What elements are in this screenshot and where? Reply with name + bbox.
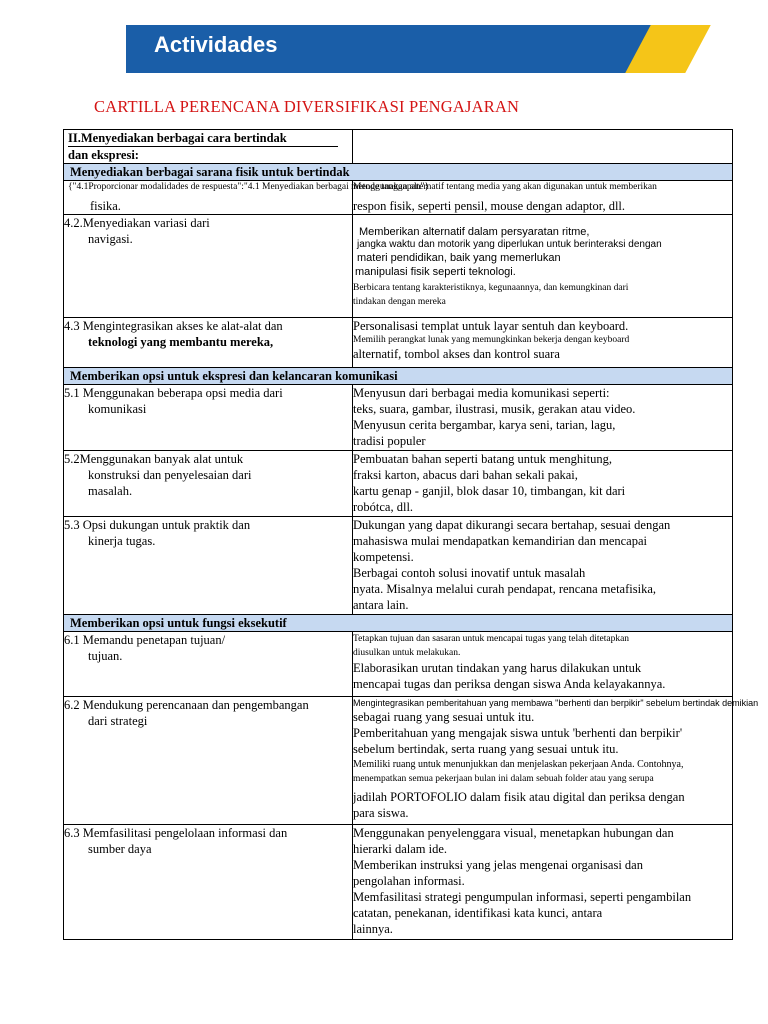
row-right-cell [353, 451, 733, 517]
row-right-line: teks, suara, gambar, ilustrasi, musik, gerakan atau video. [353, 402, 636, 416]
row-right-line: lainnya. [353, 922, 393, 936]
row-left-line: 4.3 Mengintegrasikan akses ke alat-alat dan [64, 319, 283, 333]
row-left-line: konstruksi dan penyelesaian dari [88, 468, 252, 482]
row-left-line: 6.2 Mendukung perencanaan dan pengembangan [64, 698, 309, 712]
section-title: Memberikan opsi untuk ekspresi dan kelancaran komunikasi [64, 368, 733, 385]
row-right-line: Berbicara tentang karakteristiknya, kegunaannya, dan kemungkinan dari [353, 283, 629, 293]
row-right-line: Menggunakan alternatif tentang media yang akan digunakan untuk memberikan [353, 182, 657, 192]
table-header-right [353, 130, 733, 164]
row-right-line: Dukungan yang dapat dikurangi secara bertahap, sesuai dengan [353, 518, 671, 532]
document-title: CARTILLA PERENCANA DIVERSIFIKASI PENGAJARAN [94, 97, 520, 116]
row-right-line: kartu genap - ganjil, blok dasar 10, timbangan, kit dari [353, 484, 626, 498]
row-right-line: Menggunakan penyelenggara visual, menetapkan hubungan dan [353, 826, 674, 840]
row-right-line: materi pendidikan, baik yang memerlukan [357, 252, 561, 264]
row-left-line: sumber daya [88, 842, 152, 856]
row-right-cell [353, 517, 733, 615]
row-left-cell [64, 215, 353, 318]
row-right-line: Memiliki ruang untuk menunjukkan dan menjelaskan pekerjaan Anda. Contohnya, [353, 759, 684, 770]
row-right-line: fraksi karton, abacus dari bahan sekali pakai, [353, 468, 578, 482]
row-left-line: 5.3 Opsi dukungan untuk praktik dan [64, 518, 251, 532]
header-line-2: dan ekspresi: [68, 148, 139, 162]
table-header-left [64, 130, 353, 164]
table-row [64, 825, 733, 940]
row-right-line: Berbagai contoh solusi inovatif untuk masalah [353, 566, 586, 580]
row-left-line: fisika. [90, 199, 121, 213]
row-right-line: manipulasi fisik seperti teknologi. [355, 266, 516, 278]
table-row [64, 632, 733, 697]
row-right-line: Pembuatan bahan seperti batang untuk menghitung, [353, 452, 612, 466]
row-right-cell [353, 318, 733, 368]
row-right-cell [353, 181, 733, 215]
row-right-line: robótca, dll. [353, 500, 414, 514]
row-right-line: Mengintegrasikan pemberitahuan yang membawa "berhenti dan berpikir" sebelum bertindak demikian [353, 698, 759, 708]
row-left-line: 6.3 Memfasilitasi pengelolaan informasi dan [64, 826, 288, 840]
row-right-line: mencapai tugas dan periksa dengan siswa Anda kelayakannya. [353, 677, 666, 691]
row-right-line: Memberikan alternatif dalam persyaratan ritme, [359, 226, 590, 238]
section-title: Memberikan opsi untuk fungsi eksekutif [64, 615, 733, 632]
row-right-cell [353, 632, 733, 697]
row-left-line: tujuan. [88, 649, 123, 663]
row-right-line: antara lain. [353, 598, 409, 612]
row-left-cell [64, 385, 353, 451]
row-left-line: komunikasi [88, 402, 147, 416]
row-right-line: nyata. Misalnya melalui curah pendapat, rencana metafisika, [353, 582, 656, 596]
row-right-cell [353, 825, 733, 940]
section-title: Menyediakan berbagai sarana fisik untuk bertindak [64, 164, 733, 181]
row-right-line: jangka waktu dan motorik yang diperlukan untuk berinteraksi dengan [357, 239, 662, 250]
row-right-line: kompetensi. [353, 550, 414, 564]
row-left-line: 4.2.Menyediakan variasi dari [64, 216, 210, 230]
row-right-line: Menyusun cerita bergambar, karya seni, tarian, lagu, [353, 418, 616, 432]
row-left-cell [64, 697, 353, 825]
table-row [64, 451, 733, 517]
row-left-cell [64, 318, 353, 368]
row-left-line: {"4.1Proporcionar modalidades de respuesta":"4.1 Menyediakan berbagai metode tanggapan"} [68, 182, 429, 192]
row-right-cell [353, 385, 733, 451]
row-left-line: navigasi. [88, 232, 133, 246]
row-right-cell [353, 697, 759, 825]
activities-banner [126, 25, 668, 73]
row-right-line: Tetapkan tujuan dan sasaran untuk mencapai tugas yang telah ditetapkan [353, 634, 630, 644]
row-left-line: 5.1 Menggunakan beberapa opsi media dari [64, 386, 283, 400]
row-right-line: Pemberitahuan yang mengajak siswa untuk 'berhenti dan berpikir' [353, 726, 683, 740]
row-left-cell [64, 632, 353, 697]
row-right-line: Personalisasi templat untuk layar sentuh dan keyboard. [353, 319, 629, 333]
table-row [64, 318, 733, 368]
row-right-line: hierarki dalam ide. [353, 842, 448, 856]
row-right-line: sebagai ruang yang sesuai untuk itu. [353, 710, 535, 724]
row-right-line: catatan, penekanan, identifikasi kata kunci, antara [353, 906, 603, 920]
row-right-line: para siswa. [353, 806, 409, 820]
table-row [64, 181, 733, 215]
banner-accent-stripe [625, 25, 711, 73]
row-right-line: Menyusun dari berbagai media komunikasi seperti: [353, 386, 610, 400]
row-right-line: Memilih perangkat lunak yang memungkinkan bekerja dengan keyboard [353, 335, 630, 345]
row-right-cell [353, 215, 733, 318]
row-left-cell [64, 451, 353, 517]
row-left-line: 5.2Menggunakan banyak alat untuk [64, 452, 244, 466]
table-row [64, 385, 733, 451]
row-left-cell [64, 181, 429, 215]
row-right-line: respon fisik, seperti pensil, mouse dengan adaptor, dll. [353, 199, 626, 213]
table-row [64, 697, 733, 825]
row-right-line: Memfasilitasi strategi pengumpulan informasi, seperti pengambilan [353, 890, 692, 904]
row-right-line: tradisi populer [353, 434, 426, 448]
row-right-line: pengolahan informasi. [353, 874, 465, 888]
banner-title: Actividades [154, 32, 278, 57]
row-right-line: menempatkan semua pekerjaan bulan ini dalam sebuah folder atau yang serupa [353, 774, 654, 784]
row-left-cell [64, 517, 353, 615]
row-left-line: dari strategi [88, 714, 148, 728]
row-right-line: Elaborasikan urutan tindakan yang harus dilakukan untuk [353, 661, 642, 675]
row-right-line: sebelum bertindak, serta ruang yang sesuai untuk itu. [353, 742, 619, 756]
row-left-line: kinerja tugas. [88, 534, 156, 548]
row-right-line: alternatif, tombol akses dan kontrol suara [353, 347, 560, 361]
row-left-line: masalah. [88, 484, 133, 498]
row-right-line: jadilah PORTOFOLIO dalam fisik atau digital dan periksa dengan [353, 790, 685, 804]
table-row [64, 215, 733, 318]
row-right-line: diusulkan untuk melakukan. [353, 648, 461, 658]
planning-table [63, 129, 759, 940]
row-right-line: mahasiswa mulai mendapatkan kemandirian dan mencapai [353, 534, 647, 548]
row-right-line: Memberikan instruksi yang jelas mengenai organisasi dan [353, 858, 643, 872]
row-left-cell [64, 825, 353, 940]
row-right-line: tindakan dengan mereka [353, 297, 446, 307]
row-left-line: teknologi yang membantu mereka, [88, 335, 274, 349]
row-left-line: 6.1 Memandu penetapan tujuan/ [64, 633, 226, 647]
table-row [64, 517, 733, 615]
header-line-1: II.Menyediakan berbagai cara bertindak [68, 130, 338, 147]
